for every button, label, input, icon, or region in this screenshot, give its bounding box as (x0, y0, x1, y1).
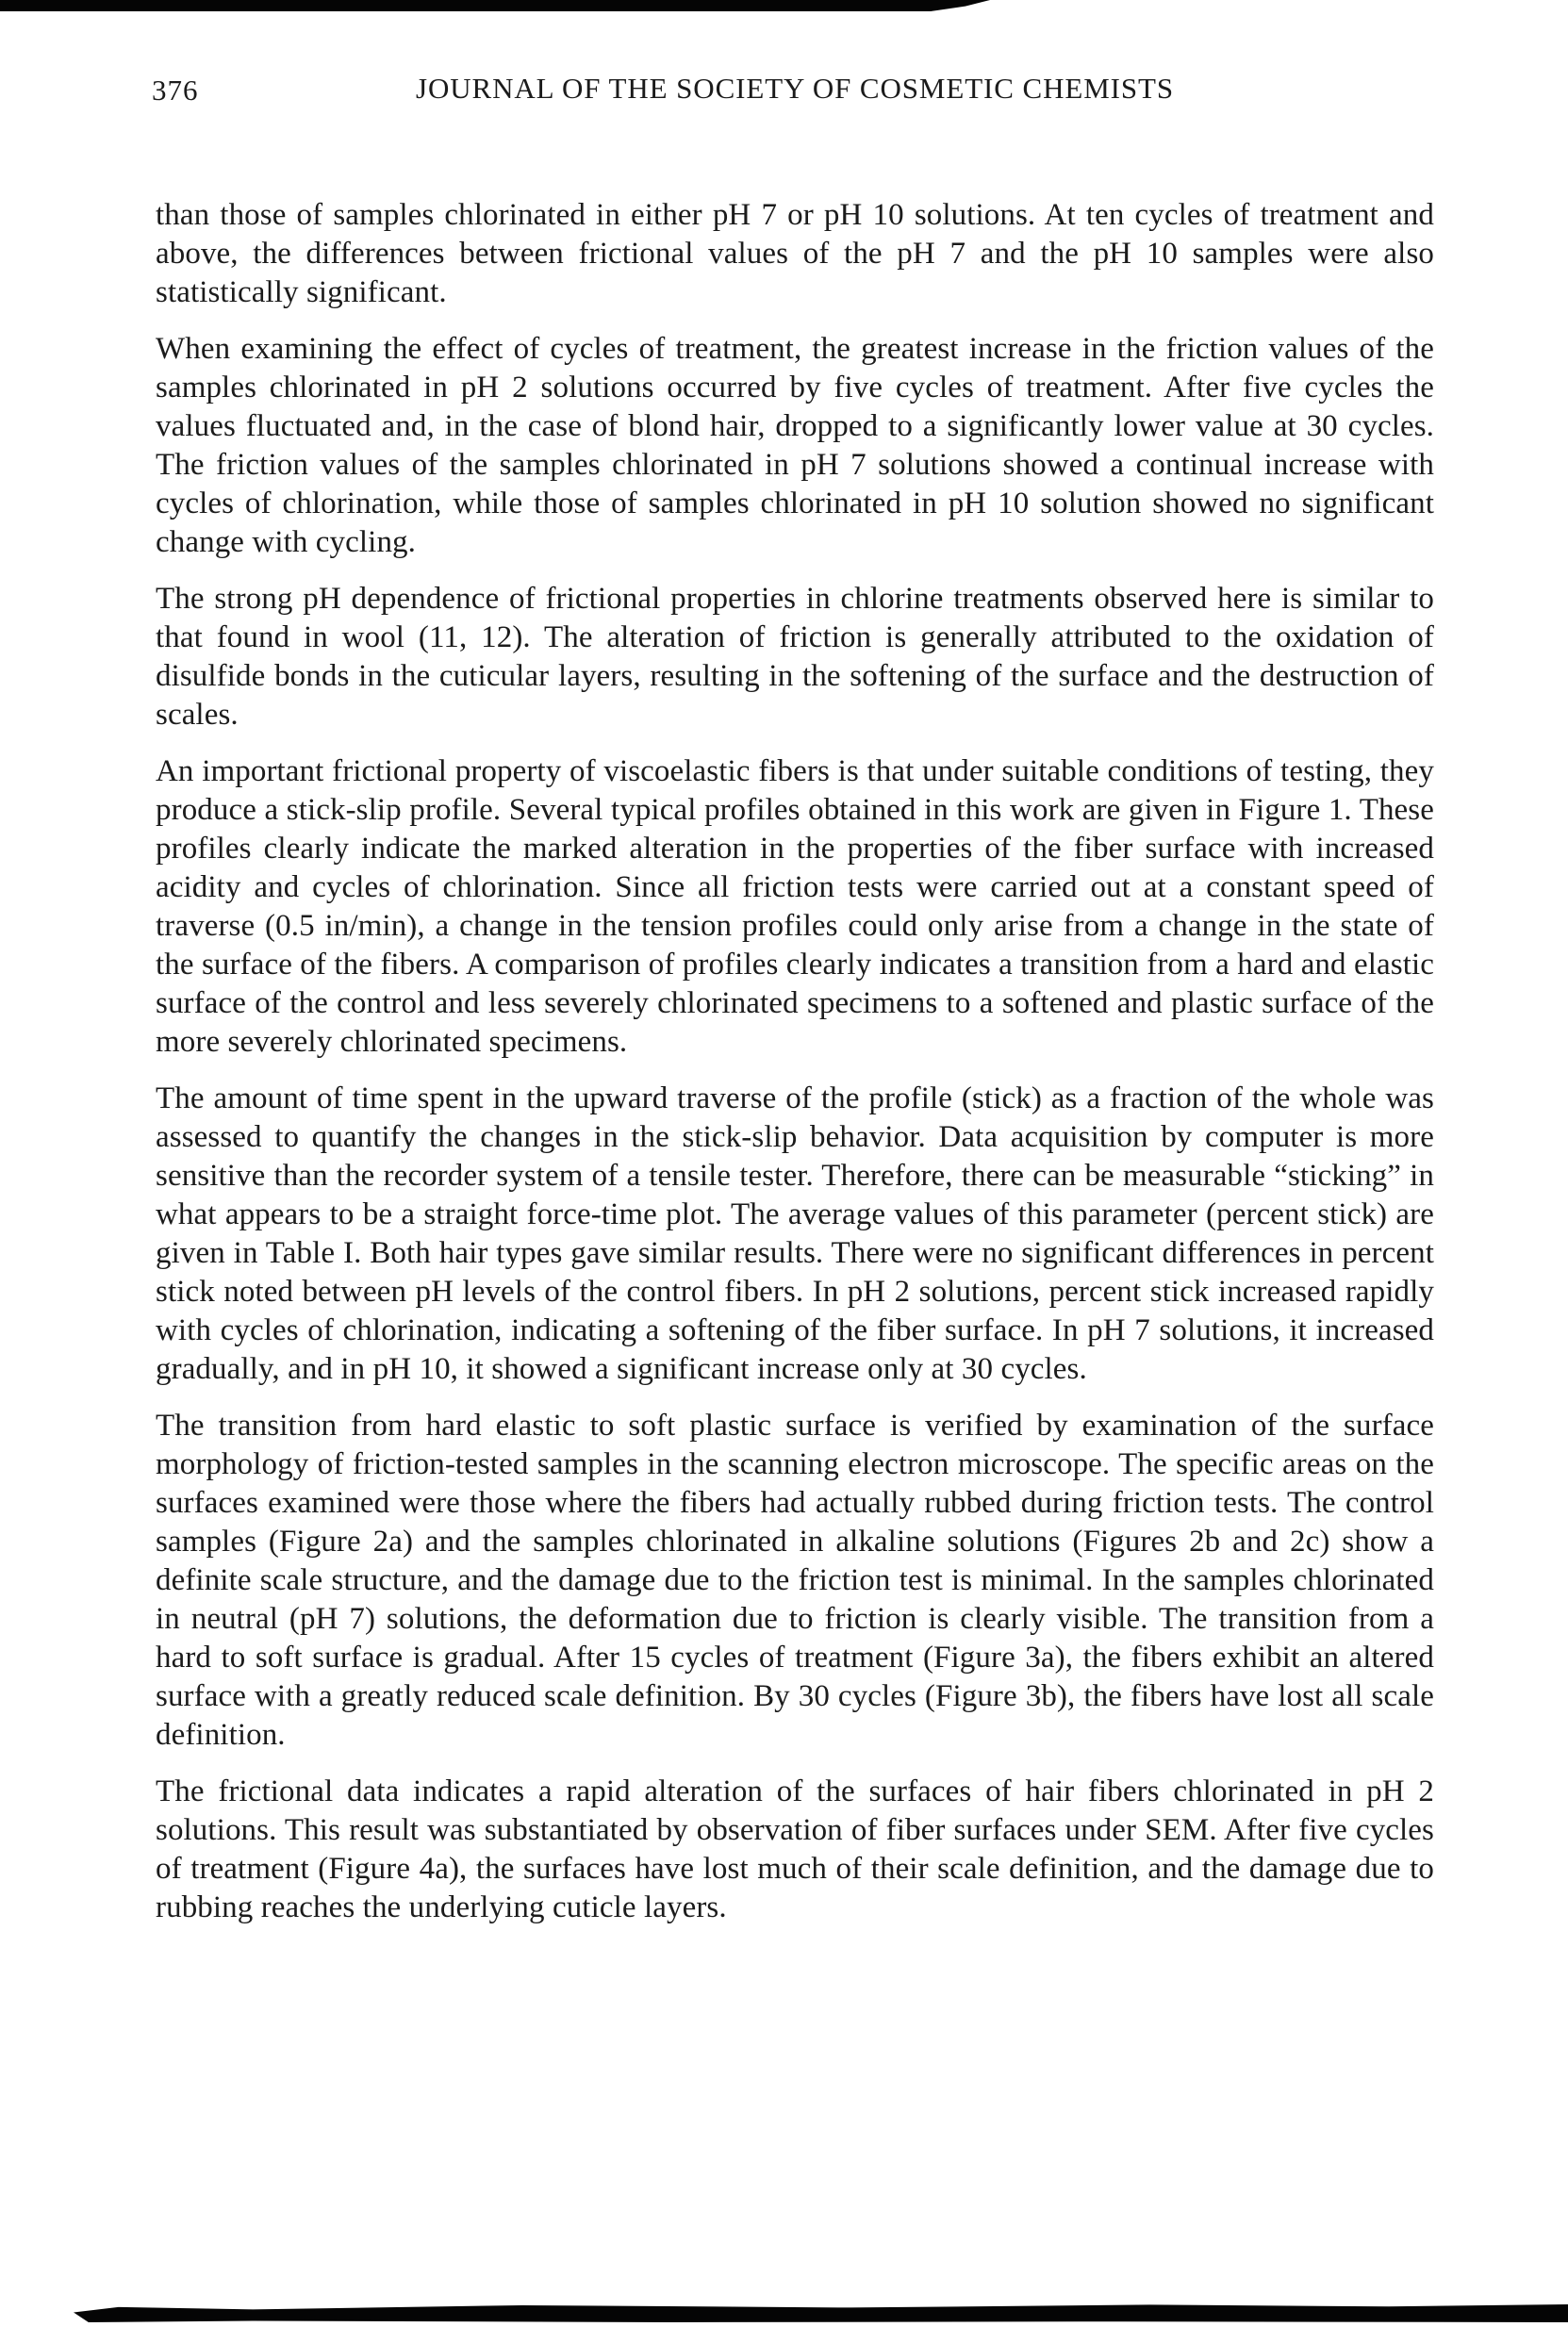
page-header (152, 72, 1434, 113)
paragraph: When examining the effect of cycles of treatment, the greatest increase in the friction values of the samples chlorinated in pH 2 solutions occurred by five cycles of treatment. After five cycles the values fluctuated and, in the case of blond hair, dropped to a significantly lower value at 30 cycles. The friction values of the samples chlorinated in pH 7 solutions showed a continual increase with cycles of chlorination, while those of samples chlorinated in pH 10 solution showed no significant change with cycling. (156, 332, 1434, 559)
paragraph: The frictional data indicates a rapid alteration of the surfaces of hair fibers chlorinated in pH 2 solutions. This result was substantiated by observation of fiber surfaces under SEM. After five cycles of treatment (Figure 4a), the surfaces have lost much of their scale definition, and the damage due to rubbing reaches the underlying cuticle layers. (156, 1774, 1434, 1924)
paragraph-continuation: than those of samples chlorinated in either pH 7 or pH 10 solutions. At ten cycles of treatment and above, the differences between frictional values of the pH 7 and the pH 10 samples were also statistically significant. (156, 198, 1434, 309)
journal-running-title: JOURNAL OF THE SOCIETY OF COSMETIC CHEMISTS (415, 72, 1174, 105)
article-body (156, 196, 1434, 1945)
paragraph: An important frictional property of viscoelastic fibers is that under suitable conditions of testing, they produce a stick-slip profile. Several typical profiles obtained in this work are given in Figure 1. These profiles clearly indicate the marked alteration in the properties of the fiber surface with increased acidity and cycles of chlorination. Since all friction tests were carried out at a constant speed of traverse (0.5 in/min), a change in the tension profiles could only arise from a change in the state of the surface of the fibers. A comparison of profiles clearly indicates a transition from a hard and elastic surface of the control and less severely chlorinated specimens to a softened and plastic surface of the more severely chlorinated specimens. (156, 754, 1434, 1059)
scan-artifact-bottom-bar (74, 2304, 1568, 2322)
paragraph: The transition from hard elastic to soft plastic surface is verified by examination of the surface morphology of friction-tested samples in the scanning electron microscope. The specific areas on the surfaces examined were those where the fibers had actually rubbed during friction tests. The control samples (Figure 2a) and the samples chlorinated in alkaline solutions (Figures 2b and 2c) show a definite scale structure, and the damage due to the friction test is minimal. In the samples chlorinated in neutral (pH 7) solutions, the deformation due to friction is clearly visible. The transition from a hard to soft surface is gradual. After 15 cycles of treatment (Figure 3a), the fibers exhibit an altered surface with a greatly reduced scale definition. By 30 cycles (Figure 3b), the fibers have lost all scale definition. (156, 1409, 1434, 1752)
scan-artifact-top-bar (0, 0, 990, 11)
paragraph: The amount of time spent in the upward traverse of the profile (stick) as a fraction of the whole was assessed to quantify the changes in the stick-slip behavior. Data acquisition by computer is more sensitive than the recorder system of a tensile tester. Therefore, there can be measurable “sticking” in what appears to be a straight force-time plot. The average values of this parameter (percent stick) are given in Table I. Both hair types gave similar results. There were no significant differences in percent stick noted between pH levels of the control fibers. In pH 2 solutions, percent stick increased rapidly with cycles of chlorination, indicating a softening of the fiber surface. In pH 7 solutions, it increased gradually, and in pH 10, it showed a significant increase only at 30 cycles. (156, 1081, 1434, 1386)
page-number: 376 (152, 74, 199, 107)
paragraph: The strong pH dependence of frictional properties in chlorine treatments observed here is similar to that found in wool (11, 12). The alteration of friction is generally attributed to the oxidation of disulfide bonds in the cuticular layers, resulting in the softening of the surface and the destruction of scales. (156, 582, 1434, 732)
